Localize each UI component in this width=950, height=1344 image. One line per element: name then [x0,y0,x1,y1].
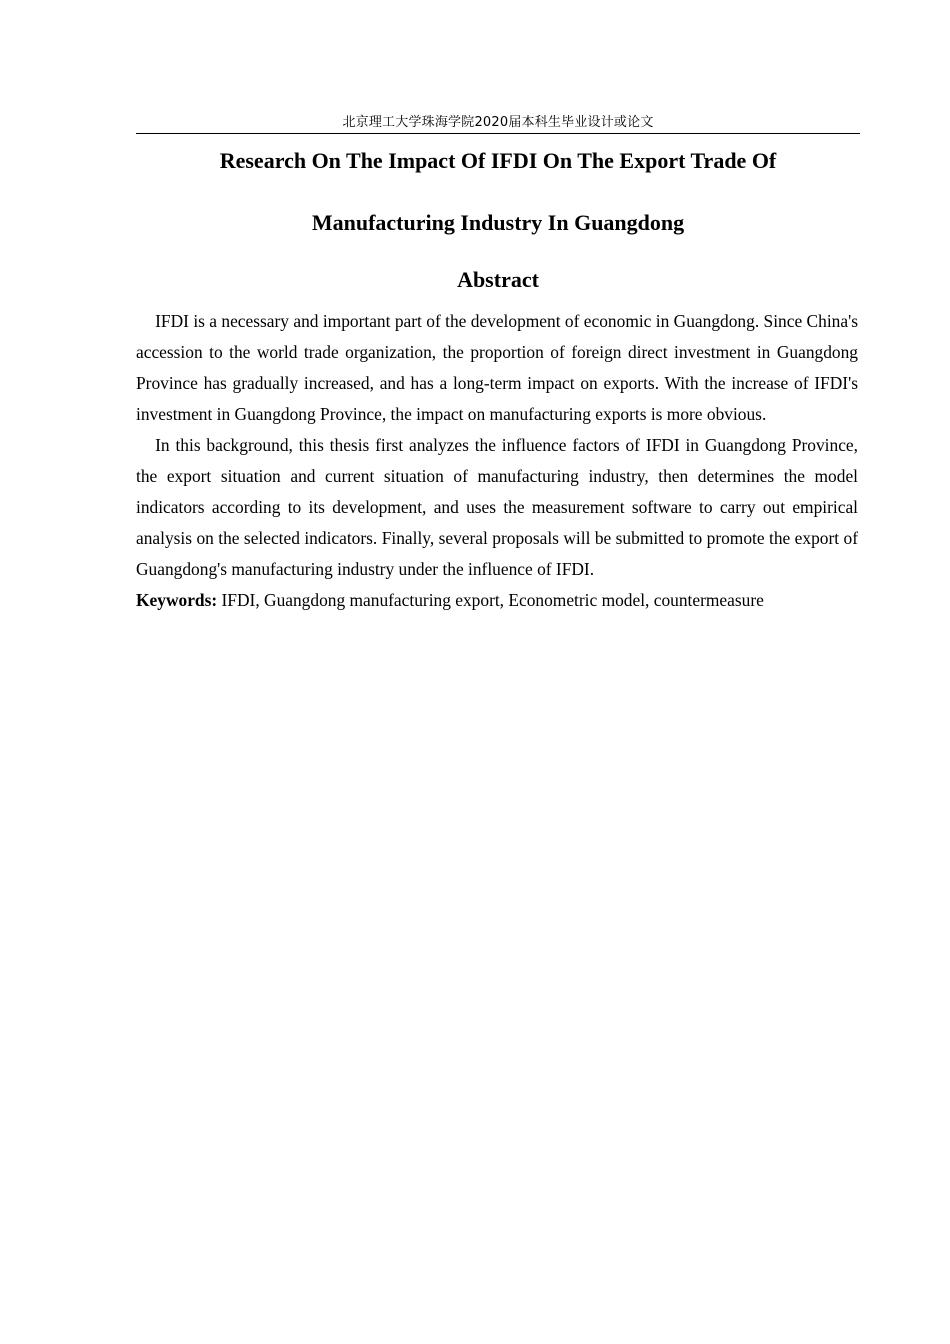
abstract-paragraph-2: In this background, this thesis first analyzes the influence factors of IFDI in Guangdong Province, the export situation and current situation of manufacturing industry, then determines the model indicators according to its development, and uses the measurement software to carry out empirical analysis on the selected indicators. Finally, several proposals will be submitted to promote the export of Guangdong's manufacturing industry under the influence of IFDI. [136,435,858,579]
running-header: 北京理工大学珠海学院2020届本科生毕业设计或论文 [342,115,654,130]
keywords-label: Keywords: [136,590,218,610]
thesis-title-line-2: Manufacturing Industry In Guangdong [311,210,685,235]
abstract-paragraph-1: IFDI is a necessary and important part of the development of economic in Guangdong. Since China's accession to the world trade organization, the proportion of foreign direct investment in Guangdong Province has gradually increased, and has a long-term impact on exports. With the increase of IFDI's investment in Guangdong Province, the impact on manufacturing exports is more obvious. [136,311,858,424]
abstract-body [136,306,858,616]
header-rule [136,133,860,134]
abstract-heading: Abstract [457,267,539,292]
thesis-title-line-1: Research On The Impact Of IFDI On The Export Trade Of [219,148,777,173]
keywords-line [136,585,858,616]
keywords-text: IFDI, Guangdong manufacturing export, Econometric model, countermeasure [217,590,764,610]
